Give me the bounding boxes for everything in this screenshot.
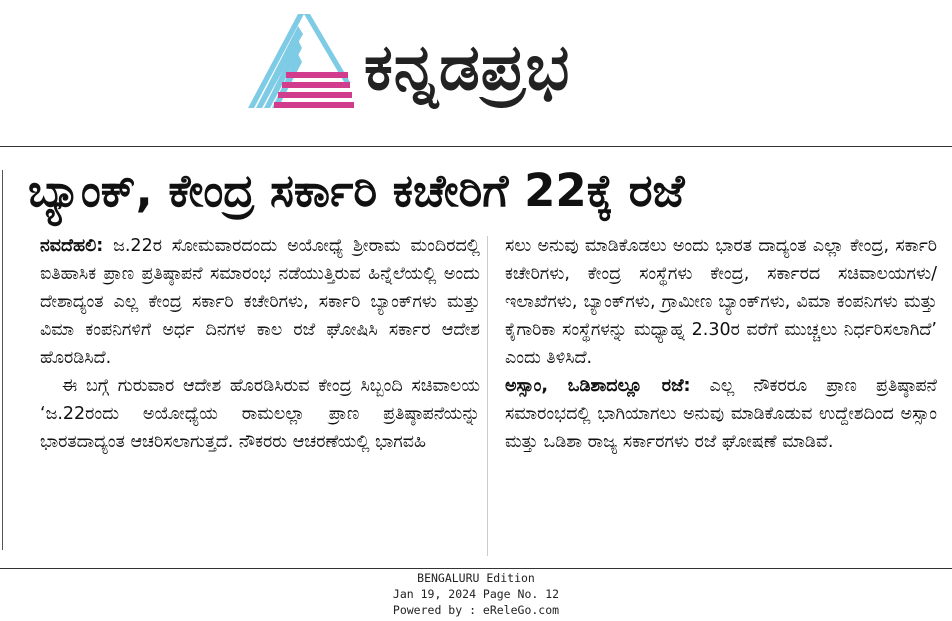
date-page-label: Jan 19, 2024 Page No. 12 xyxy=(392,587,560,601)
masthead xyxy=(0,0,952,145)
article-headline: ಬ್ಯಾಂಕ್, ಕೇಂದ್ರ ಸರ್ಕಾರಿ ಕಚೇರಿಗೆ 22ಕ್ಕೆ ರಜೆ xyxy=(28,164,685,217)
paragraph-text: ಎಲ್ಲ ನೌಕರರೂ ಪ್ರಾಣ ಪ್ರತಿಷ್ಠಾಪನೆ ಸಮಾರಂಭದಲ್ಲಿ ಭಾಗಿಯಾಗಲು ಅನುವು ಮಾಡಿಕೊಡುವ ಉದ್ದೇಶದಿಂದ ಅಸ್ಸಾಂ ಮತ್ತು ಒಡಿಶಾ ರಾಜ್ಯ ಸರ್ಕಾರಗಳು ರಜೆ ಘೋಷಣೆ ಮಾಡಿವೆ. xyxy=(505,376,937,452)
margin-line xyxy=(2,170,3,550)
column-divider xyxy=(487,236,488,556)
footer-divider xyxy=(0,568,952,569)
triangle-stripes-logo-icon xyxy=(246,12,358,112)
masthead-divider xyxy=(0,146,952,147)
powered-by-label: Powered by : eReleGo.com xyxy=(392,603,560,617)
article-paragraph: ಸಲು ಅನುವು ಮಾಡಿಕೊಡಲು ಅಂದು ಭಾರತ ದಾದ್ಯಂತ ಎಲ್ಲಾ ಕೇಂದ್ರ, ಸರ್ಕಾರಿ ಕಚೇರಿಗಳು, ಕೇಂದ್ರ ಸಂಸ್ಥೆಗಳು ಕೇಂದ್ರ, ಸರ್ಕಾರದ ಸಚಿವಾಲಯಗಳು/ಇಲಾಖೆಗಳು, ಬ್ಯಾಂಕ್‌ಗಳು, ಗ್ರಾಮೀಣ ಬ್ಯಾಂಕ್‌ಗಳು, ವಿಮಾ ಕಂಪನಿಗಳು ಮತ್ತು ಕೈಗಾರಿಕಾ ಸಂಸ್ಥೆಗಳನ್ನು ಮಧ್ಯಾಹ್ನ 2.30ರ ವರೆಗೆ ಮುಚ್ಚಲು ನಿರ್ಧರಿಸಲಾಗಿದೆ’ ಎಂದು ತಿಳಿಸಿದೆ. xyxy=(505,236,937,368)
article-paragraph xyxy=(40,232,480,372)
article-column-right xyxy=(505,232,937,456)
article-column-left xyxy=(40,232,480,456)
article-paragraph: ಈ ಬಗ್ಗೆ ಗುರುವಾರ ಆದೇಶ ಹೊರಡಿಸಿರುವ ಕೇಂದ್ರ ಸಿಬ್ಬಂದಿ ಸಚಿವಾಲಯ ‘ಜ.22ರಂದು ಅಯೋಧ್ಯೆಯ ರಾಮಲಲ್ಲಾ ಪ್ರಾಣ ಪ್ರತಿಷ್ಠಾಪನೆಯನ್ನು ಭಾರತದಾದ್ಯಂತ ಆಚರಿಸಲಾಗುತ್ತದೆ. ನೌಕರರು ಆಚರಣೆಯಲ್ಲಿ ಭಾಗವಹಿ xyxy=(40,376,480,452)
article-paragraph xyxy=(505,372,937,456)
dateline: ನವದೆಹಲಿ: xyxy=(40,236,104,256)
brand-name: ಕನ್ನಡಪ್ರಭ xyxy=(364,31,571,105)
paragraph-text: ಜ.22ರ ಸೋಮವಾರದಂದು ಅಯೋಧ್ಯೆ ಶ್ರೀರಾಮ ಮಂದಿರದಲ್ಲಿ ಐತಿಹಾಸಿಕ ಪ್ರಾಣ ಪ್ರತಿಷ್ಠಾಪನೆ ಸಮಾರಂಭ ನಡೆಯುತ್ತಿರುವ ಹಿನ್ನೆಲೆಯಲ್ಲಿ ಅಂದು ದೇಶಾದ್ಯಂತ ಎಲ್ಲ ಕೇಂದ್ರ ಸರ್ಕಾರಿ ಕಚೇರಿಗಳು, ಸರ್ಕಾರಿ ಬ್ಯಾಂಕ್‌ಗಳು ಮತ್ತು ವಿಮಾ ಕಂಪನಿಗಳಿಗೆ ಅರ್ಧ ದಿನಗಳ ಕಾಲ ರಜೆ ಘೋಷಿಸಿ ಸರ್ಕಾರ ಆದೇಶ ಹೊರಡಿಸಿದೆ. xyxy=(40,236,480,368)
footer xyxy=(0,570,952,618)
edition-label: BENGALURU Edition xyxy=(417,571,535,585)
subhead: ಅಸ್ಸಾಂ, ಒಡಿಶಾದಲ್ಲೂ ರಜೆ: xyxy=(505,376,691,396)
